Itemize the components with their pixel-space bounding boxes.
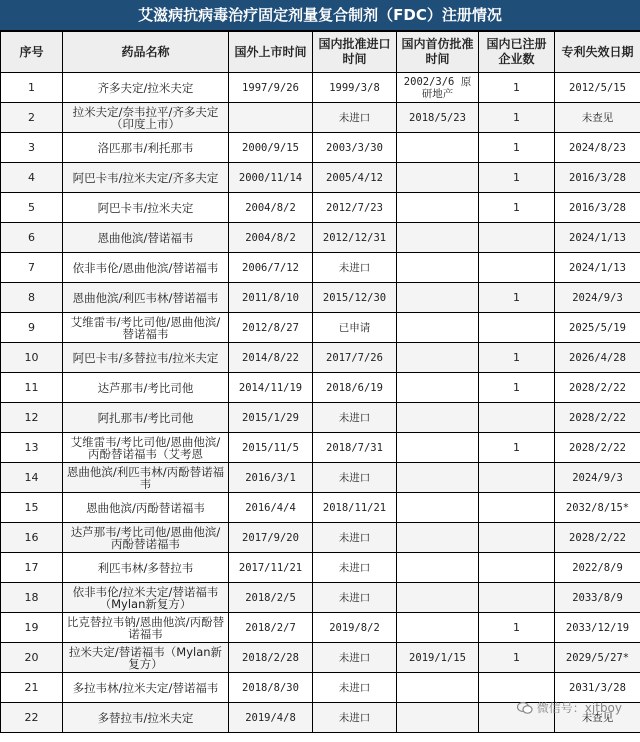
cell-registered-count: 1 (479, 283, 555, 313)
cell-foreign-launch: 2011/8/10 (229, 283, 313, 313)
cell-first-generic (397, 253, 479, 283)
cell-foreign-launch: 1997/9/26 (229, 73, 313, 103)
cell-first-generic (397, 193, 479, 223)
table-row (1, 133, 640, 163)
cell-first-generic: 2002/3/6 原研地产 (397, 73, 479, 103)
cell-drug-name: 恩曲他滨/替诺福韦 (63, 223, 229, 253)
table-title: 艾滋病抗病毒治疗固定剂量复合制剂（FDC）注册情况 (0, 0, 640, 31)
fdc-registration-table (0, 31, 640, 733)
cell-foreign-launch: 2017/11/21 (229, 553, 313, 583)
table-row (1, 343, 640, 373)
table-row (1, 163, 640, 193)
cell-first-generic (397, 283, 479, 313)
cell-foreign-launch: 2000/9/15 (229, 133, 313, 163)
cell-index: 18 (1, 583, 63, 613)
cell-domestic-import: 2018/6/19 (313, 373, 397, 403)
cell-index: 13 (1, 433, 63, 463)
cell-drug-name: 多替拉韦/拉米夫定 (63, 703, 229, 733)
table-row (1, 253, 640, 283)
cell-foreign-launch: 2019/4/8 (229, 703, 313, 733)
cell-domestic-import: 未进口 (313, 673, 397, 703)
cell-index: 9 (1, 313, 63, 343)
cell-patent-expiry: 2033/8/9 (555, 583, 640, 613)
cell-domestic-import: 未进口 (313, 553, 397, 583)
cell-first-generic (397, 673, 479, 703)
cell-drug-name: 拉米夫定/奈韦拉平/齐多夫定（印度上市） (63, 103, 229, 133)
watermark-text: 微信号：xjtboy (536, 701, 622, 715)
cell-drug-name: 多拉韦林/拉米夫定/替诺福韦 (63, 673, 229, 703)
cell-first-generic (397, 373, 479, 403)
header-domestic-import: 国内批准进口时间 (313, 32, 397, 73)
cell-patent-expiry: 2022/8/9 (555, 553, 640, 583)
cell-drug-name: 艾维雷韦/考比司他/恩曲他滨/丙酚替诺福韦（艾考恩 (63, 433, 229, 463)
cell-patent-expiry: 2028/2/22 (555, 373, 640, 403)
header-first-generic: 国内首仿批准时间 (397, 32, 479, 73)
cell-index: 15 (1, 493, 63, 523)
cell-first-generic (397, 163, 479, 193)
cell-drug-name: 阿巴卡韦/多替拉韦/拉米夫定 (63, 343, 229, 373)
cell-drug-name: 拉米夫定/替诺福韦（Mylan新复方） (63, 643, 229, 673)
cell-drug-name: 艾维雷韦/考比司他/恩曲他滨/替诺福韦 (63, 313, 229, 343)
cell-index: 8 (1, 283, 63, 313)
cell-index: 1 (1, 73, 63, 103)
cell-registered-count: 1 (479, 613, 555, 643)
cell-registered-count (479, 223, 555, 253)
wechat-icon (517, 701, 533, 715)
cell-registered-count (479, 463, 555, 493)
cell-patent-expiry: 2032/8/15* (555, 493, 640, 523)
cell-drug-name: 恩曲他滨/利匹韦林/替诺福韦 (63, 283, 229, 313)
header-drug-name: 药品名称 (63, 32, 229, 73)
cell-first-generic (397, 433, 479, 463)
cell-first-generic (397, 523, 479, 553)
header-row (1, 32, 640, 73)
cell-domestic-import: 未进口 (313, 643, 397, 673)
cell-index: 6 (1, 223, 63, 253)
cell-domestic-import: 未进口 (313, 463, 397, 493)
cell-index: 12 (1, 403, 63, 433)
cell-foreign-launch: 2016/4/4 (229, 493, 313, 523)
cell-first-generic (397, 463, 479, 493)
table-row (1, 403, 640, 433)
cell-domestic-import: 2003/3/30 (313, 133, 397, 163)
cell-registered-count (479, 673, 555, 703)
table-row (1, 103, 640, 133)
cell-domestic-import: 1999/3/8 (313, 73, 397, 103)
cell-index: 7 (1, 253, 63, 283)
cell-drug-name: 比克替拉韦钠/恩曲他滨/丙酚替诺福韦 (63, 613, 229, 643)
cell-registered-count (479, 253, 555, 283)
cell-drug-name: 达芦那韦/考比司他/恩曲他滨/丙酚替诺福韦 (63, 523, 229, 553)
cell-foreign-launch: 2014/8/22 (229, 343, 313, 373)
watermark (517, 699, 622, 716)
cell-registered-count: 1 (479, 373, 555, 403)
cell-drug-name: 利匹韦林/多替拉韦 (63, 553, 229, 583)
cell-registered-count: 1 (479, 73, 555, 103)
cell-registered-count (479, 493, 555, 523)
cell-domestic-import: 2019/8/2 (313, 613, 397, 643)
table-row (1, 433, 640, 463)
cell-registered-count (479, 403, 555, 433)
cell-patent-expiry: 2033/12/19 (555, 613, 640, 643)
cell-foreign-launch: 2000/11/14 (229, 163, 313, 193)
cell-registered-count: 1 (479, 433, 555, 463)
cell-drug-name: 齐多夫定/拉米夫定 (63, 73, 229, 103)
cell-first-generic (397, 133, 479, 163)
cell-patent-expiry: 2028/2/22 (555, 523, 640, 553)
cell-registered-count (479, 523, 555, 553)
cell-domestic-import: 未进口 (313, 253, 397, 283)
cell-foreign-launch: 2017/9/20 (229, 523, 313, 553)
cell-foreign-launch: 2018/2/7 (229, 613, 313, 643)
cell-patent-expiry: 2024/9/3 (555, 463, 640, 493)
cell-first-generic (397, 613, 479, 643)
cell-foreign-launch: 2016/3/1 (229, 463, 313, 493)
table-row (1, 313, 640, 343)
table-row (1, 583, 640, 613)
cell-registered-count (479, 553, 555, 583)
cell-drug-name: 阿扎那韦/考比司他 (63, 403, 229, 433)
cell-index: 14 (1, 463, 63, 493)
cell-patent-expiry: 2024/1/13 (555, 253, 640, 283)
cell-foreign-launch: 2015/11/5 (229, 433, 313, 463)
cell-foreign-launch: 2012/8/27 (229, 313, 313, 343)
cell-domestic-import: 2012/7/23 (313, 193, 397, 223)
cell-foreign-launch: 2004/8/2 (229, 223, 313, 253)
table-body (1, 73, 640, 733)
cell-domestic-import: 未进口 (313, 403, 397, 433)
cell-foreign-launch: 2006/7/12 (229, 253, 313, 283)
table-row (1, 493, 640, 523)
cell-drug-name: 恩曲他滨/利匹韦林/丙酚替诺福韦 (63, 463, 229, 493)
cell-registered-count: 1 (479, 643, 555, 673)
header-index: 序号 (1, 32, 63, 73)
table-row (1, 553, 640, 583)
cell-index: 20 (1, 643, 63, 673)
cell-domestic-import: 2015/12/30 (313, 283, 397, 313)
table-row (1, 613, 640, 643)
cell-drug-name: 依非韦伦/拉米夫定/替诺福韦（Mylan新复方） (63, 583, 229, 613)
table-row (1, 283, 640, 313)
cell-patent-expiry: 2024/9/3 (555, 283, 640, 313)
cell-foreign-launch: 2018/2/5 (229, 583, 313, 613)
cell-foreign-launch (229, 103, 313, 133)
table-row (1, 73, 640, 103)
cell-drug-name: 洛匹那韦/利托那韦 (63, 133, 229, 163)
cell-registered-count: 1 (479, 133, 555, 163)
cell-foreign-launch: 2018/8/30 (229, 673, 313, 703)
cell-patent-expiry: 2024/8/23 (555, 133, 640, 163)
cell-domestic-import: 未进口 (313, 103, 397, 133)
cell-index: 4 (1, 163, 63, 193)
cell-domestic-import: 未进口 (313, 703, 397, 733)
cell-patent-expiry: 2026/4/28 (555, 343, 640, 373)
cell-registered-count: 1 (479, 193, 555, 223)
cell-index: 22 (1, 703, 63, 733)
cell-drug-name: 恩曲他滨/丙酚替诺福韦 (63, 493, 229, 523)
cell-first-generic (397, 583, 479, 613)
cell-index: 2 (1, 103, 63, 133)
cell-registered-count (479, 583, 555, 613)
cell-patent-expiry: 2025/5/19 (555, 313, 640, 343)
cell-index: 10 (1, 343, 63, 373)
cell-index: 19 (1, 613, 63, 643)
cell-first-generic (397, 223, 479, 253)
cell-registered-count: 1 (479, 163, 555, 193)
table-row (1, 643, 640, 673)
cell-patent-expiry: 2028/2/22 (555, 403, 640, 433)
table-row (1, 673, 640, 703)
cell-first-generic (397, 343, 479, 373)
cell-registered-count (479, 313, 555, 343)
cell-patent-expiry: 2029/5/27* (555, 643, 640, 673)
cell-foreign-launch: 2014/11/19 (229, 373, 313, 403)
table-row (1, 373, 640, 403)
cell-patent-expiry: 2012/5/15 (555, 73, 640, 103)
cell-patent-expiry: 2028/2/22 (555, 433, 640, 463)
table-row (1, 193, 640, 223)
cell-index: 17 (1, 553, 63, 583)
cell-index: 11 (1, 373, 63, 403)
header-patent-expiry: 专利失效日期 (555, 32, 640, 73)
cell-domestic-import: 已申请 (313, 313, 397, 343)
header-foreign-launch: 国外上市时间 (229, 32, 313, 73)
cell-patent-expiry: 2024/1/13 (555, 223, 640, 253)
table-row (1, 523, 640, 553)
table-row (1, 463, 640, 493)
cell-domestic-import: 2017/7/26 (313, 343, 397, 373)
cell-domestic-import: 2012/12/31 (313, 223, 397, 253)
cell-drug-name: 依非韦伦/恩曲他滨/替诺福韦 (63, 253, 229, 283)
cell-domestic-import: 2005/4/12 (313, 163, 397, 193)
cell-patent-expiry: 未查见 (555, 103, 640, 133)
cell-domestic-import: 2018/11/21 (313, 493, 397, 523)
cell-first-generic (397, 313, 479, 343)
cell-foreign-launch: 2015/1/29 (229, 403, 313, 433)
cell-first-generic (397, 403, 479, 433)
cell-foreign-launch: 2018/2/28 (229, 643, 313, 673)
cell-drug-name: 达芦那韦/考比司他 (63, 373, 229, 403)
cell-patent-expiry: 未查见 (555, 703, 640, 733)
cell-index: 16 (1, 523, 63, 553)
cell-registered-count: 1 (479, 103, 555, 133)
cell-index: 3 (1, 133, 63, 163)
cell-patent-expiry: 2016/3/28 (555, 193, 640, 223)
cell-index: 5 (1, 193, 63, 223)
cell-patent-expiry: 2031/3/28 (555, 673, 640, 703)
cell-drug-name: 阿巴卡韦/拉米夫定 (63, 193, 229, 223)
cell-first-generic (397, 553, 479, 583)
cell-first-generic: 2018/5/23 (397, 103, 479, 133)
cell-foreign-launch: 2004/8/2 (229, 193, 313, 223)
cell-index: 21 (1, 673, 63, 703)
cell-domestic-import: 未进口 (313, 583, 397, 613)
cell-domestic-import: 2018/7/31 (313, 433, 397, 463)
cell-first-generic (397, 703, 479, 733)
cell-drug-name: 阿巴卡韦/拉米夫定/齐多夫定 (63, 163, 229, 193)
cell-first-generic: 2019/1/15 (397, 643, 479, 673)
cell-domestic-import: 未进口 (313, 523, 397, 553)
header-registered-count: 国内已注册企业数 (479, 32, 555, 73)
cell-patent-expiry: 2016/3/28 (555, 163, 640, 193)
cell-first-generic (397, 493, 479, 523)
table-row (1, 223, 640, 253)
cell-registered-count: 1 (479, 343, 555, 373)
